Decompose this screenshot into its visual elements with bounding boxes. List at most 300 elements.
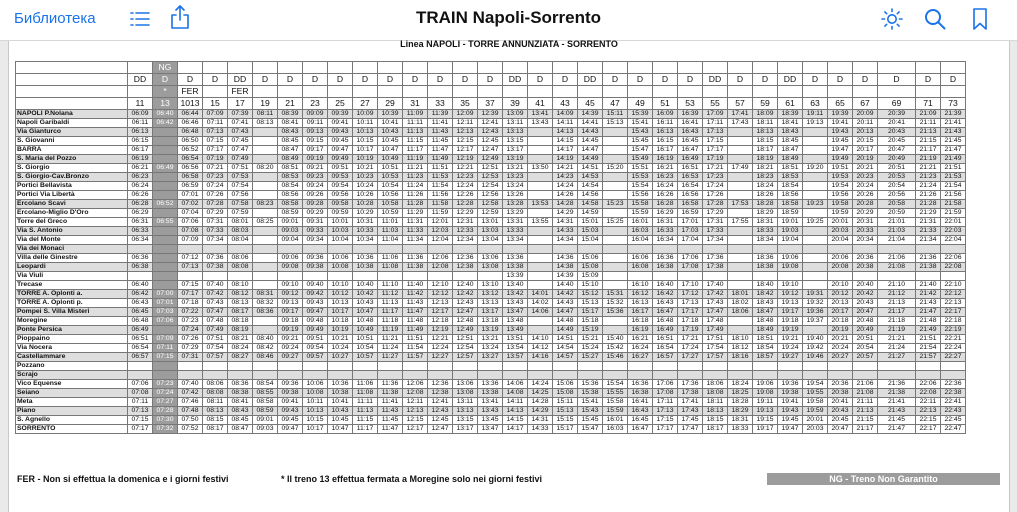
time-cell: 13:28 [503,200,528,209]
list-icon[interactable] [128,7,152,31]
time-cell [728,317,753,326]
time-cell [703,371,728,380]
time-cell: 08:39 [278,110,303,119]
time-cell [803,263,828,272]
time-cell: 17:01 [678,218,703,227]
time-cell: 13:45 [478,416,503,425]
bookmark-icon[interactable] [968,7,992,31]
time-cell: 08:43 [228,407,253,416]
time-cell: 08:06 [203,380,228,389]
time-cell: 06:59 [178,182,203,191]
header-cell: D [178,74,203,86]
time-cell: 14:01 [528,290,553,299]
time-cell: 18:13 [703,407,728,416]
time-cell: 13:17 [453,425,478,434]
time-cell: 18:28 [728,398,753,407]
time-cell: 18:57 [753,353,778,362]
header-cell [453,86,478,98]
time-cell: 12:49 [453,326,478,335]
time-cell [453,272,478,281]
time-cell: 12:49 [478,155,503,164]
time-cell: 21:21 [878,335,916,344]
time-cell: 08:40 [253,335,278,344]
station-name: Seiano [16,389,128,398]
header-cell: D [528,74,553,86]
time-cell: 10:58 [378,200,403,209]
header-cell: DD [503,74,528,86]
time-cell: 09:26 [303,191,328,200]
time-cell: 13:26 [503,191,528,200]
header-cell [603,86,628,98]
time-cell: 10:51 [353,335,378,344]
time-cell: 06:51 [128,335,153,344]
time-cell: 11:11 [403,119,428,128]
time-cell [153,173,178,182]
time-cell: 15:04 [578,236,603,245]
time-cell: 17:19 [703,155,728,164]
time-cell: 18:47 [778,146,803,155]
time-cell: 15:17 [578,308,603,317]
time-cell [153,371,178,380]
time-cell: 18:10 [728,335,753,344]
time-cell: 20:59 [878,209,916,218]
header-cell: D [253,74,278,86]
time-cell: 07:42 [203,290,228,299]
header-station-cell [16,86,128,98]
station-row [16,299,966,308]
time-cell: 07:17 [178,290,203,299]
time-cell: 19:37 [803,317,828,326]
time-cell: 16:58 [678,200,703,209]
time-cell [603,227,628,236]
time-cell [603,263,628,272]
time-cell: 21:39 [941,110,966,119]
time-cell [528,362,553,371]
header-cell: 67 [853,98,878,110]
time-cell: 11:24 [378,344,403,353]
time-cell [603,272,628,281]
header-cell: 43 [553,98,578,110]
time-cell: 17:57 [703,353,728,362]
document-viewer[interactable] [0,41,1017,512]
time-cell [941,245,966,254]
time-cell: 20:03 [803,425,828,434]
station-name: Via Viuli [16,272,128,281]
time-cell: 18:40 [753,281,778,290]
time-cell: 20:19 [853,155,878,164]
time-cell: 16:49 [653,326,678,335]
time-cell: 11:12 [378,290,403,299]
header-cell: 33 [428,98,453,110]
time-cell [728,155,753,164]
time-cell: 18:09 [753,110,778,119]
time-cell: 20:40 [853,281,878,290]
time-cell: 08:03 [228,227,253,236]
time-cell: 17:03 [678,227,703,236]
station-name: Meta [16,398,128,407]
time-cell: 12:23 [453,173,478,182]
time-cell: 07:23 [153,380,178,389]
time-cell: 18:43 [778,128,803,137]
time-cell [778,272,803,281]
time-cell [803,128,828,137]
time-cell: 13:24 [478,344,503,353]
time-cell: 10:04 [328,236,353,245]
time-cell: 20:48 [853,317,878,326]
time-cell: 21:40 [916,281,941,290]
search-icon[interactable] [923,7,947,31]
time-cell: 21:17 [853,425,878,434]
time-cell [603,254,628,263]
time-cell: 12:13 [453,128,478,137]
time-cell: 11:40 [403,281,428,290]
time-cell [528,173,553,182]
time-cell: 08:47 [228,425,253,434]
time-cell [153,182,178,191]
station-row [16,272,966,281]
time-cell: 13:42 [503,290,528,299]
time-cell: 15:18 [578,317,603,326]
time-cell [328,245,353,254]
time-cell: 17:34 [703,236,728,245]
time-cell: 06:48 [128,317,153,326]
header-cell: D [278,74,303,86]
time-cell: 15:17 [553,425,578,434]
station-name: TORRE A. Oplonti a. [16,290,128,299]
header-cell: D [353,74,378,86]
time-cell: 16:17 [653,146,678,155]
header-cell [303,86,328,98]
time-cell [678,362,703,371]
station-row [16,362,966,371]
time-cell [253,173,278,182]
time-cell [353,362,378,371]
time-cell [453,371,478,380]
time-cell: 06:33 [128,227,153,236]
time-cell: 08:38 [228,389,253,398]
time-cell [403,245,428,254]
time-cell: 10:08 [303,389,328,398]
time-cell: 08:53 [278,173,303,182]
time-cell: 17:36 [703,254,728,263]
time-cell: 18:33 [753,227,778,236]
time-cell: 19:08 [778,263,803,272]
time-cell: 15:21 [578,335,603,344]
time-cell: 11:42 [403,290,428,299]
time-cell: 09:59 [328,209,353,218]
station-name: TORRE A. Oplonti p. [16,299,128,308]
timetable-page [8,41,1010,512]
time-cell [428,371,453,380]
time-cell: 11:34 [403,236,428,245]
time-cell: 16:38 [653,263,678,272]
time-cell: 14:47 [553,308,578,317]
time-cell: 18:41 [778,119,803,128]
time-cell: 18:39 [778,110,803,119]
time-cell: 18:31 [728,416,753,425]
time-cell [653,272,678,281]
time-cell: 20:17 [828,308,853,317]
time-cell: 20:11 [853,119,878,128]
time-cell: 14:10 [528,335,553,344]
time-cell: 17:18 [678,317,703,326]
time-cell: 12:08 [428,263,453,272]
time-cell: 15:15 [553,416,578,425]
time-cell [728,209,753,218]
time-cell [253,128,278,137]
time-cell: 08:36 [253,308,278,317]
time-cell: 16:31 [653,218,678,227]
time-cell: 13:09 [503,110,528,119]
header-cell [678,62,703,74]
time-cell: 21:24 [916,182,941,191]
time-cell: 12:13 [428,299,453,308]
time-cell: 17:45 [678,416,703,425]
time-cell: 07:18 [178,299,203,308]
time-cell [803,254,828,263]
time-cell: 09:54 [303,344,328,353]
time-cell: 08:06 [228,254,253,263]
time-cell [403,362,428,371]
time-cell: 14:34 [553,236,578,245]
time-cell: 07:42 [178,389,203,398]
time-cell: 16:28 [653,200,678,209]
time-cell [203,245,228,254]
time-cell: 06:36 [128,254,153,263]
time-cell: 16:34 [653,236,678,245]
time-cell: 10:45 [328,416,353,425]
time-cell: 12:53 [478,173,503,182]
header-cell: 73 [941,98,966,110]
time-cell: 14:38 [553,263,578,272]
time-cell: 18:28 [753,200,778,209]
time-cell: 18:31 [753,218,778,227]
time-cell: 09:56 [328,191,353,200]
time-cell: 10:17 [328,308,353,317]
time-cell: 21:43 [878,407,916,416]
time-cell: 14:51 [578,164,603,173]
time-cell: 11:11 [353,398,378,407]
time-cell [653,371,678,380]
time-cell: 06:09 [128,110,153,119]
time-cell: 18:23 [753,173,778,182]
time-cell [253,362,278,371]
time-cell: 12:43 [428,407,453,416]
time-cell: 11:53 [428,173,453,182]
station-name: Ercolano-Miglio D'Oro [16,209,128,218]
time-cell [303,245,328,254]
time-cell [678,245,703,254]
time-cell [653,362,678,371]
time-cell: 16:49 [678,155,703,164]
time-cell: 19:13 [753,407,778,416]
time-cell: 14:29 [528,407,553,416]
time-cell: 20:43 [878,128,916,137]
time-cell: 19:41 [778,398,803,407]
document-title: TRAIN Napoli-Sorrento [415,8,602,27]
time-cell: 20:49 [878,155,916,164]
header-row [16,74,966,86]
time-cell: 07:15 [203,137,228,146]
time-cell: 07:01 [178,191,203,200]
time-cell: 21:38 [916,263,941,272]
station-row [16,380,966,389]
time-cell [503,371,528,380]
time-cell: 11:41 [378,398,403,407]
time-cell: 14:51 [553,335,578,344]
time-cell: 15:31 [603,290,628,299]
time-cell [178,362,203,371]
time-cell [528,245,553,254]
time-cell: 09:45 [278,416,303,425]
time-cell: 09:51 [328,164,353,173]
time-cell: 21:49 [916,326,941,335]
time-cell: 17:49 [728,164,753,173]
time-cell: 20:31 [853,218,878,227]
time-cell: 20:56 [878,191,916,200]
station-row [16,371,966,380]
time-cell: 19:15 [753,416,778,425]
time-cell: 06:40 [153,110,178,119]
time-cell: 21:19 [878,326,916,335]
time-cell [553,362,578,371]
time-cell: 13:19 [503,155,528,164]
time-cell [253,371,278,380]
time-cell [253,209,278,218]
time-cell [728,254,753,263]
time-cell: 22:38 [941,389,966,398]
brightness-icon[interactable] [880,7,904,31]
time-cell: 07:36 [203,254,228,263]
library-back-button[interactable]: Библиотека [14,10,96,27]
time-cell: 16:23 [653,173,678,182]
time-cell: 20:47 [853,308,878,317]
time-cell: 16:24 [628,344,653,353]
time-cell: 19:36 [778,380,803,389]
header-cell: D [428,74,453,86]
header-cell [678,86,703,98]
time-cell [228,272,253,281]
time-cell: 14:23 [553,173,578,182]
station-name: Via S. Antonio [16,227,128,236]
time-cell: 10:24 [353,182,378,191]
time-cell: 15:54 [628,182,653,191]
time-cell: 11:17 [403,146,428,155]
header-cell [653,62,678,74]
time-cell: 11:31 [403,218,428,227]
time-cell: 17:51 [703,335,728,344]
time-cell: 09:58 [328,200,353,209]
station-row [16,218,966,227]
time-cell: 19:03 [778,227,803,236]
time-cell [803,245,828,254]
time-cell [828,371,853,380]
time-cell [128,362,153,371]
header-cell: D [878,74,916,86]
time-cell [328,272,353,281]
time-cell: 16:51 [678,164,703,173]
time-cell [753,245,778,254]
time-cell: 11:36 [378,380,403,389]
time-cell: 22:45 [941,416,966,425]
time-cell [528,263,553,272]
share-icon[interactable] [168,4,192,28]
time-cell: 19:39 [828,110,853,119]
time-cell: 09:27 [278,353,303,362]
time-cell: 11:23 [403,173,428,182]
time-cell [728,236,753,245]
time-cell: 15:45 [628,137,653,146]
time-cell [353,371,378,380]
time-cell: 11:51 [403,335,428,344]
time-cell: 14:40 [553,281,578,290]
header-cell: 15 [203,98,228,110]
time-cell [703,362,728,371]
header-cell [628,62,653,74]
time-cell: 12:29 [453,209,478,218]
time-cell: 14:33 [553,227,578,236]
time-cell [803,281,828,290]
time-cell: 19:32 [803,299,828,308]
time-cell: 19:17 [778,308,803,317]
time-cell: 06:31 [128,218,153,227]
time-cell: 10:19 [328,326,353,335]
header-cell [778,62,803,74]
time-cell: 21:23 [916,173,941,182]
time-cell: 14:13 [503,407,528,416]
time-cell: 22:43 [941,407,966,416]
time-cell: 09:57 [303,353,328,362]
time-cell [528,137,553,146]
header-cell [428,62,453,74]
header-cell: 19 [253,98,278,110]
time-cell: 08:18 [228,317,253,326]
time-cell [378,272,403,281]
station-row [16,236,966,245]
time-cell: 07:28 [203,200,228,209]
time-cell: 19:49 [828,155,853,164]
time-cell: 13:48 [503,317,528,326]
time-cell: 16:36 [628,380,653,389]
time-cell: 11:26 [403,191,428,200]
time-cell: 15:13 [553,407,578,416]
time-cell: 14:06 [503,380,528,389]
time-cell: 11:21 [378,335,403,344]
time-cell: 17:17 [653,425,678,434]
time-cell: 22:36 [941,380,966,389]
time-cell: 17:21 [703,164,728,173]
header-cell: 55 [703,98,728,110]
time-cell: 07:51 [203,335,228,344]
time-cell: 21:08 [853,389,878,398]
time-cell: 08:23 [253,200,278,209]
time-cell: 17:28 [703,200,728,209]
header-station-cell [16,74,128,86]
time-cell: 20:51 [878,164,916,173]
time-cell: 20:41 [828,398,853,407]
time-cell: 13:08 [478,263,503,272]
header-cell [803,62,828,74]
station-row [16,344,966,353]
time-cell [153,209,178,218]
time-cell: 12:33 [453,227,478,236]
time-cell: 07:09 [203,110,228,119]
time-cell [453,245,478,254]
time-cell: 07:08 [128,389,153,398]
time-cell: 08:58 [253,398,278,407]
time-cell [603,317,628,326]
time-cell: 17:12 [678,290,703,299]
